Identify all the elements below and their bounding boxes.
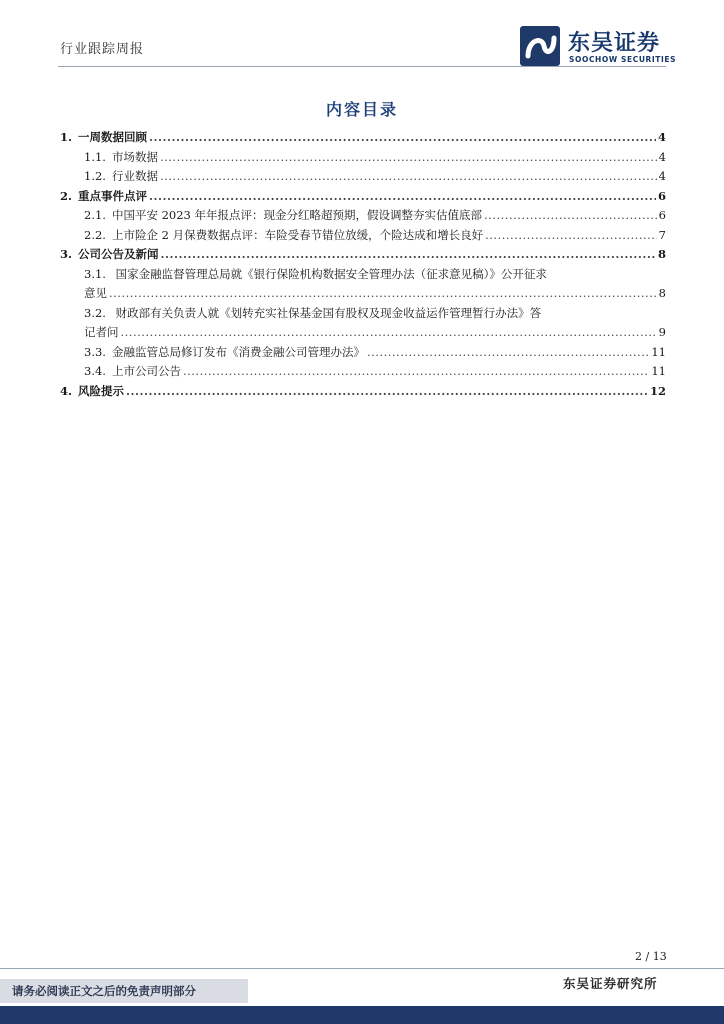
report-type-label: 行业跟踪周报: [60, 42, 145, 57]
toc-leader-dots: [484, 206, 657, 226]
toc-entry-number: 2.2.: [84, 227, 106, 242]
disclaimer-banner: [0, 979, 248, 1003]
toc-leader-dots: [160, 148, 657, 168]
toc-entry[interactable]: [60, 206, 666, 226]
page-number: 2 / 13: [635, 950, 667, 963]
toc-entry-title: 风险提示: [78, 383, 125, 398]
toc-entry-title: 行业数据: [111, 169, 158, 183]
logo-text-cn: 东吴证券: [568, 31, 661, 56]
toc-entry-page: 8: [658, 286, 666, 300]
header-divider: [58, 66, 666, 67]
toc-entry-number: 1.1.: [84, 149, 106, 164]
toc-leader-dots: [149, 187, 656, 207]
toc-entry-number: 2.1.: [84, 208, 106, 222]
toc-entry-page: 4: [658, 169, 666, 183]
toc-leader-dots: [183, 362, 649, 382]
toc-leader-dots: [149, 128, 656, 148]
toc-leader-dots: [367, 343, 649, 363]
toc-entry-title: 公司公告及新闻: [78, 247, 159, 261]
toc-entry[interactable]: [60, 167, 666, 187]
toc-entry-page: 4: [657, 130, 666, 144]
toc-entry-title: 上市险企 2 月保费数据点评：车险受春节错位放缓，个险达成和增长良好: [111, 227, 484, 242]
footer-divider: [0, 968, 724, 969]
institute-name: 东吴证券研究所: [563, 976, 658, 991]
toc-entry-title: 中国平安 2023 年年报点评：现金分红略超预期，假设调整夯实估值底部: [111, 208, 483, 222]
toc-entry-title: 一周数据回顾: [78, 130, 148, 144]
toc-leader-dots: [161, 245, 656, 265]
toc-entry-page: 9: [658, 325, 666, 339]
toc-entry-title: 金融监管总局修订发布《消费金融公司管理办法》: [111, 344, 365, 359]
toc-entry-page: 4: [658, 149, 666, 164]
toc-entry-number: 3.: [60, 247, 73, 261]
toc-entry[interactable]: [60, 304, 666, 343]
toc-entry-title: 财政部有关负责人就《划转充实社保基金国有股权及现金收益运作管理暂行办法》答: [115, 305, 542, 320]
toc-leader-dots: [485, 226, 657, 246]
toc-entry-title: 重点事件点评: [78, 188, 148, 203]
toc-entry-number: 4.: [60, 383, 73, 398]
toc-leader-dots: [121, 323, 657, 343]
toc-entry-title-continued: 记者问: [84, 325, 119, 339]
toc-entry-page: 6: [657, 188, 666, 203]
soochow-logo-icon: [520, 26, 560, 66]
toc-entry[interactable]: [60, 245, 666, 265]
toc-entry-page: 12: [649, 383, 666, 398]
toc-entry-title: 上市公司公告: [111, 364, 181, 378]
toc-entry-number: 3.1.: [84, 266, 106, 281]
toc-leader-dots: [109, 284, 657, 304]
toc-entry-number: 2.: [60, 188, 73, 203]
toc-entry-number: 1.2.: [84, 169, 106, 183]
toc-entry-number: 3.3.: [84, 344, 106, 359]
toc-entry-title: 国家金融监督管理总局就《银行保险机构数据安全管理办法（征求意见稿）》公开征求: [115, 266, 547, 281]
toc-entry[interactable]: [60, 362, 666, 382]
toc-entry-title-continued: 意见: [84, 286, 107, 300]
toc-leader-dots: [160, 167, 657, 187]
toc-entry-number: 3.4.: [84, 364, 106, 378]
toc-entry-page: 6: [658, 208, 666, 222]
table-of-contents: [60, 128, 666, 401]
toc-entry-page: 8: [657, 247, 666, 261]
toc-leader-dots: [126, 382, 648, 402]
toc-title: 内容目录: [325, 100, 398, 119]
toc-entry[interactable]: [60, 226, 666, 246]
logo-text-en: SOOCHOW SECURITIES: [569, 55, 677, 64]
toc-entry-page: 11: [651, 344, 666, 359]
footer-bar: [0, 1006, 724, 1024]
toc-entry-page: 7: [658, 227, 666, 242]
toc-entry-number: 3.2.: [84, 305, 106, 320]
toc-entry-title: 市场数据: [111, 149, 158, 164]
toc-entry[interactable]: [60, 148, 666, 168]
toc-entry-page: 11: [651, 364, 666, 378]
toc-entry-number: 1.: [60, 130, 73, 144]
disclaimer-text: 请务必阅读正文之后的免责声明部分: [12, 984, 196, 998]
toc-entry[interactable]: [60, 343, 666, 363]
toc-entry[interactable]: [60, 187, 666, 207]
toc-entry[interactable]: [60, 265, 666, 304]
toc-entry[interactable]: [60, 128, 666, 148]
toc-entry[interactable]: [60, 382, 666, 402]
company-logo: [520, 26, 680, 66]
